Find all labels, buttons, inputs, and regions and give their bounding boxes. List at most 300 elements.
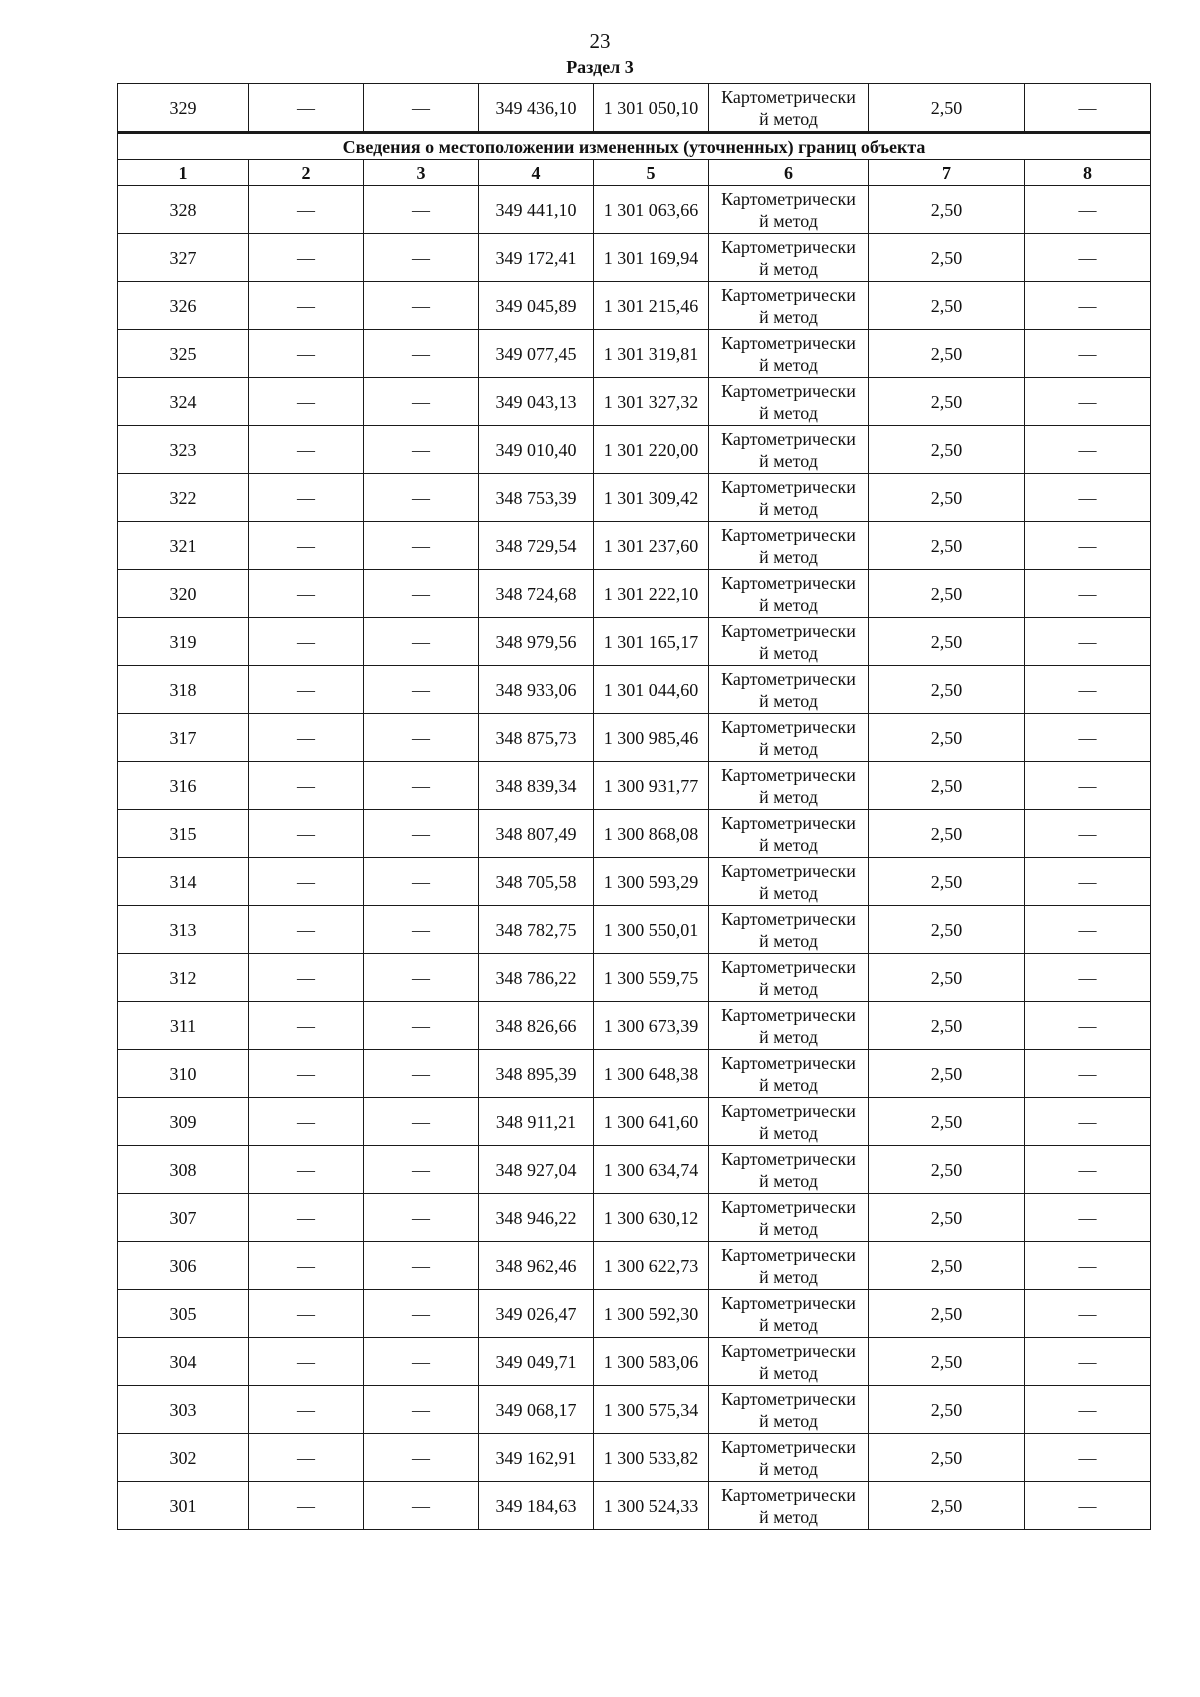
accuracy-cell: 2,50 xyxy=(869,1050,1025,1098)
section-header: Сведения о местоположении измененных (уточненных) границ объекта xyxy=(118,133,1151,160)
accuracy-cell: 2,50 xyxy=(869,1242,1025,1290)
column-8-cell: — xyxy=(1025,1386,1151,1434)
column-3-cell: — xyxy=(364,282,479,330)
accuracy-cell: 2,50 xyxy=(869,426,1025,474)
section-title: Раздел 3 xyxy=(566,57,634,77)
accuracy-cell: 2,50 xyxy=(869,666,1025,714)
y-coordinate-cell: 1 300 622,73 xyxy=(594,1242,709,1290)
method-line-1: Картометрически xyxy=(721,620,856,641)
y-coordinate-cell: 1 300 593,29 xyxy=(594,858,709,906)
column-8-cell: — xyxy=(1025,1482,1151,1530)
method-cell xyxy=(709,330,869,378)
method-line-1: Картометрически xyxy=(721,188,856,209)
y-coordinate-cell: 1 300 592,30 xyxy=(594,1290,709,1338)
table-row xyxy=(118,1338,1151,1386)
point-number-cell: 307 xyxy=(118,1194,249,1242)
point-number-cell: 306 xyxy=(118,1242,249,1290)
method-line-2: й метод xyxy=(759,210,818,231)
method-line-2: й метод xyxy=(759,1074,818,1095)
point-number-cell: 305 xyxy=(118,1290,249,1338)
column-3-cell: — xyxy=(364,522,479,570)
column-8-cell: — xyxy=(1025,426,1151,474)
accuracy-cell: 2,50 xyxy=(869,1434,1025,1482)
method-cell xyxy=(709,1050,869,1098)
table-row xyxy=(118,762,1151,810)
x-coordinate-cell: 349 441,10 xyxy=(479,186,594,234)
column-3-cell: — xyxy=(364,1098,479,1146)
column-8-cell: — xyxy=(1025,954,1151,1002)
method-line-2: й метод xyxy=(759,786,818,807)
point-number-cell: 301 xyxy=(118,1482,249,1530)
method-line-2: й метод xyxy=(759,402,818,423)
table-row xyxy=(118,234,1151,282)
y-coordinate-cell: 1 301 237,60 xyxy=(594,522,709,570)
column-8-cell: — xyxy=(1025,1242,1151,1290)
table-row xyxy=(118,858,1151,906)
y-coordinate-cell: 1 300 985,46 xyxy=(594,714,709,762)
x-coordinate-cell: 348 933,06 xyxy=(479,666,594,714)
column-3-cell: — xyxy=(364,186,479,234)
column-number-2: 2 xyxy=(249,160,364,186)
y-coordinate-cell: 1 301 327,32 xyxy=(594,378,709,426)
point-number-cell: 326 xyxy=(118,282,249,330)
table-row xyxy=(118,1290,1151,1338)
point-number-cell: 304 xyxy=(118,1338,249,1386)
y-coordinate-cell: 1 301 309,42 xyxy=(594,474,709,522)
column-8-cell: — xyxy=(1025,474,1151,522)
method-line-1: Картометрически xyxy=(721,716,856,737)
method-line-1: Картометрически xyxy=(721,1340,856,1361)
accuracy-cell: 2,50 xyxy=(869,1482,1025,1530)
point-number-cell: 302 xyxy=(118,1434,249,1482)
method-cell xyxy=(709,714,869,762)
method-line-2: й метод xyxy=(759,834,818,855)
x-coordinate-cell: 349 172,41 xyxy=(479,234,594,282)
column-8-cell: — xyxy=(1025,234,1151,282)
table-row xyxy=(118,330,1151,378)
x-coordinate-cell: 349 077,45 xyxy=(479,330,594,378)
point-number-cell: 316 xyxy=(118,762,249,810)
x-coordinate-cell: 349 068,17 xyxy=(479,1386,594,1434)
method-cell xyxy=(709,570,869,618)
column-3-cell: — xyxy=(364,906,479,954)
method-line-2: й метод xyxy=(759,108,818,129)
method-line-2: й метод xyxy=(759,978,818,999)
point-number-cell: 314 xyxy=(118,858,249,906)
method-line-2: й метод xyxy=(759,1458,818,1479)
y-coordinate-cell: 1 300 583,06 xyxy=(594,1338,709,1386)
column-2-cell: — xyxy=(249,762,364,810)
x-coordinate-cell: 348 724,68 xyxy=(479,570,594,618)
accuracy-cell: 2,50 xyxy=(869,474,1025,522)
column-number-4: 4 xyxy=(479,160,594,186)
accuracy-cell: 2,50 xyxy=(869,1194,1025,1242)
column-3-cell: — xyxy=(364,426,479,474)
y-coordinate-cell: 1 300 630,12 xyxy=(594,1194,709,1242)
method-cell xyxy=(709,186,869,234)
accuracy-cell: 2,50 xyxy=(869,186,1025,234)
point-number-cell: 317 xyxy=(118,714,249,762)
column-3-cell: — xyxy=(364,762,479,810)
method-line-2: й метод xyxy=(759,498,818,519)
x-coordinate-cell: 349 049,71 xyxy=(479,1338,594,1386)
column-2-cell: — xyxy=(249,474,364,522)
column-8-cell: — xyxy=(1025,666,1151,714)
method-line-1: Картометрически xyxy=(721,1388,856,1409)
y-coordinate-cell: 1 300 524,33 xyxy=(594,1482,709,1530)
point-number-cell: 329 xyxy=(118,84,249,133)
method-line-2: й метод xyxy=(759,1266,818,1287)
method-line-2: й метод xyxy=(759,1170,818,1191)
x-coordinate-cell: 348 979,56 xyxy=(479,618,594,666)
point-number-cell: 312 xyxy=(118,954,249,1002)
column-8-cell: — xyxy=(1025,1002,1151,1050)
column-3-cell: — xyxy=(364,570,479,618)
accuracy-cell: 2,50 xyxy=(869,714,1025,762)
accuracy-cell: 2,50 xyxy=(869,234,1025,282)
method-line-1: Картометрически xyxy=(721,380,856,401)
x-coordinate-cell: 349 045,89 xyxy=(479,282,594,330)
method-cell xyxy=(709,618,869,666)
column-3-cell: — xyxy=(364,1146,479,1194)
method-line-1: Картометрически xyxy=(721,1436,856,1457)
x-coordinate-cell: 348 962,46 xyxy=(479,1242,594,1290)
method-line-2: й метод xyxy=(759,306,818,327)
column-2-cell: — xyxy=(249,234,364,282)
point-number-cell: 321 xyxy=(118,522,249,570)
y-coordinate-cell: 1 301 063,66 xyxy=(594,186,709,234)
column-number-1: 1 xyxy=(118,160,249,186)
column-8-cell: — xyxy=(1025,522,1151,570)
method-line-2: й метод xyxy=(759,930,818,951)
column-8-cell: — xyxy=(1025,378,1151,426)
table-row xyxy=(118,426,1151,474)
method-line-2: й метод xyxy=(759,546,818,567)
point-number-cell: 325 xyxy=(118,330,249,378)
table-row xyxy=(118,378,1151,426)
y-coordinate-cell: 1 301 220,00 xyxy=(594,426,709,474)
method-line-2: й метод xyxy=(759,354,818,375)
column-3-cell: — xyxy=(364,1050,479,1098)
method-line-2: й метод xyxy=(759,258,818,279)
method-cell xyxy=(709,906,869,954)
column-3-cell: — xyxy=(364,1194,479,1242)
table-row xyxy=(118,1386,1151,1434)
x-coordinate-cell: 349 043,13 xyxy=(479,378,594,426)
table-row xyxy=(118,186,1151,234)
table-row xyxy=(118,1482,1151,1530)
column-3-cell: — xyxy=(364,1386,479,1434)
column-3-cell: — xyxy=(364,1290,479,1338)
column-8-cell: — xyxy=(1025,810,1151,858)
method-line-2: й метод xyxy=(759,1026,818,1047)
point-number-cell: 310 xyxy=(118,1050,249,1098)
table-row xyxy=(118,954,1151,1002)
x-coordinate-cell: 349 026,47 xyxy=(479,1290,594,1338)
method-cell xyxy=(709,426,869,474)
method-line-1: Картометрически xyxy=(721,332,856,353)
x-coordinate-cell: 348 911,21 xyxy=(479,1098,594,1146)
table-row xyxy=(118,906,1151,954)
method-line-1: Картометрически xyxy=(721,236,856,257)
column-3-cell: — xyxy=(364,1338,479,1386)
accuracy-cell: 2,50 xyxy=(869,378,1025,426)
column-8-cell: — xyxy=(1025,618,1151,666)
column-3-cell: — xyxy=(364,84,479,133)
column-3-cell: — xyxy=(364,954,479,1002)
column-2-cell: — xyxy=(249,522,364,570)
accuracy-cell: 2,50 xyxy=(869,522,1025,570)
method-line-1: Картометрически xyxy=(721,1148,856,1169)
column-2-cell: — xyxy=(249,810,364,858)
column-2-cell: — xyxy=(249,1434,364,1482)
x-coordinate-cell: 349 436,10 xyxy=(479,84,594,133)
column-8-cell: — xyxy=(1025,906,1151,954)
column-3-cell: — xyxy=(364,858,479,906)
column-8-cell: — xyxy=(1025,282,1151,330)
column-2-cell: — xyxy=(249,1482,364,1530)
column-3-cell: — xyxy=(364,1482,479,1530)
method-cell xyxy=(709,762,869,810)
table-row xyxy=(118,282,1151,330)
column-3-cell: — xyxy=(364,1434,479,1482)
accuracy-cell: 2,50 xyxy=(869,858,1025,906)
point-number-cell: 320 xyxy=(118,570,249,618)
x-coordinate-cell: 349 010,40 xyxy=(479,426,594,474)
x-coordinate-cell: 348 839,34 xyxy=(479,762,594,810)
accuracy-cell: 2,50 xyxy=(869,1386,1025,1434)
method-line-2: й метод xyxy=(759,1506,818,1527)
point-number-cell: 322 xyxy=(118,474,249,522)
accuracy-cell: 2,50 xyxy=(869,330,1025,378)
method-line-1: Картометрически xyxy=(721,956,856,977)
column-8-cell: — xyxy=(1025,570,1151,618)
table-row xyxy=(118,84,1151,133)
y-coordinate-cell: 1 300 559,75 xyxy=(594,954,709,1002)
x-coordinate-cell: 349 162,91 xyxy=(479,1434,594,1482)
method-line-1: Картометрически xyxy=(721,1004,856,1025)
column-8-cell: — xyxy=(1025,1146,1151,1194)
point-number-cell: 315 xyxy=(118,810,249,858)
section-header-row xyxy=(118,133,1151,160)
y-coordinate-cell: 1 301 169,94 xyxy=(594,234,709,282)
column-3-cell: — xyxy=(364,234,479,282)
y-coordinate-cell: 1 300 550,01 xyxy=(594,906,709,954)
table-row xyxy=(118,666,1151,714)
method-cell xyxy=(709,378,869,426)
table-row xyxy=(118,714,1151,762)
accuracy-cell: 2,50 xyxy=(869,906,1025,954)
x-coordinate-cell: 348 782,75 xyxy=(479,906,594,954)
y-coordinate-cell: 1 301 222,10 xyxy=(594,570,709,618)
y-coordinate-cell: 1 300 868,08 xyxy=(594,810,709,858)
column-8-cell: — xyxy=(1025,858,1151,906)
coordinates-table xyxy=(117,83,1151,1530)
accuracy-cell: 2,50 xyxy=(869,282,1025,330)
method-cell xyxy=(709,474,869,522)
column-2-cell: — xyxy=(249,1242,364,1290)
column-8-cell: — xyxy=(1025,1290,1151,1338)
point-number-cell: 311 xyxy=(118,1002,249,1050)
table-row xyxy=(118,474,1151,522)
column-number-3: 3 xyxy=(364,160,479,186)
column-2-cell: — xyxy=(249,1146,364,1194)
column-number-8: 8 xyxy=(1025,160,1151,186)
table-row xyxy=(118,1050,1151,1098)
point-number-cell: 308 xyxy=(118,1146,249,1194)
method-line-1: Картометрически xyxy=(721,572,856,593)
column-2-cell: — xyxy=(249,570,364,618)
method-cell xyxy=(709,810,869,858)
x-coordinate-cell: 348 946,22 xyxy=(479,1194,594,1242)
accuracy-cell: 2,50 xyxy=(869,810,1025,858)
method-cell xyxy=(709,1386,869,1434)
method-line-2: й метод xyxy=(759,1122,818,1143)
method-cell xyxy=(709,1098,869,1146)
column-8-cell: — xyxy=(1025,84,1151,133)
table-row xyxy=(118,522,1151,570)
column-2-cell: — xyxy=(249,1386,364,1434)
x-coordinate-cell: 348 753,39 xyxy=(479,474,594,522)
accuracy-cell: 2,50 xyxy=(869,1098,1025,1146)
column-2-cell: — xyxy=(249,84,364,133)
point-number-cell: 318 xyxy=(118,666,249,714)
x-coordinate-cell: 348 826,66 xyxy=(479,1002,594,1050)
column-number-6: 6 xyxy=(709,160,869,186)
column-2-cell: — xyxy=(249,1338,364,1386)
y-coordinate-cell: 1 300 634,74 xyxy=(594,1146,709,1194)
point-number-cell: 313 xyxy=(118,906,249,954)
point-number-cell: 328 xyxy=(118,186,249,234)
column-2-cell: — xyxy=(249,378,364,426)
column-3-cell: — xyxy=(364,474,479,522)
x-coordinate-cell: 348 705,58 xyxy=(479,858,594,906)
method-line-1: Картометрически xyxy=(721,1292,856,1313)
method-line-2: й метод xyxy=(759,642,818,663)
method-line-1: Картометрически xyxy=(721,812,856,833)
column-2-cell: — xyxy=(249,1002,364,1050)
method-line-1: Картометрически xyxy=(721,1100,856,1121)
column-2-cell: — xyxy=(249,906,364,954)
column-8-cell: — xyxy=(1025,186,1151,234)
column-8-cell: — xyxy=(1025,1434,1151,1482)
y-coordinate-cell: 1 300 673,39 xyxy=(594,1002,709,1050)
table-row xyxy=(118,1194,1151,1242)
method-cell xyxy=(709,954,869,1002)
method-line-1: Картометрически xyxy=(721,524,856,545)
column-number-5: 5 xyxy=(594,160,709,186)
method-line-1: Картометрически xyxy=(721,476,856,497)
method-line-1: Картометрически xyxy=(721,908,856,929)
column-2-cell: — xyxy=(249,714,364,762)
table-row xyxy=(118,1434,1151,1482)
y-coordinate-cell: 1 300 533,82 xyxy=(594,1434,709,1482)
table-row xyxy=(118,570,1151,618)
method-cell xyxy=(709,522,869,570)
method-line-1: Картометрически xyxy=(721,668,856,689)
column-3-cell: — xyxy=(364,1242,479,1290)
column-8-cell: — xyxy=(1025,1194,1151,1242)
column-8-cell: — xyxy=(1025,1098,1151,1146)
method-line-1: Картометрически xyxy=(721,764,856,785)
y-coordinate-cell: 1 300 648,38 xyxy=(594,1050,709,1098)
column-2-cell: — xyxy=(249,186,364,234)
y-coordinate-cell: 1 301 165,17 xyxy=(594,618,709,666)
column-2-cell: — xyxy=(249,426,364,474)
method-cell xyxy=(709,84,869,133)
x-coordinate-cell: 348 786,22 xyxy=(479,954,594,1002)
method-line-2: й метод xyxy=(759,1218,818,1239)
accuracy-cell: 2,50 xyxy=(869,1146,1025,1194)
column-3-cell: — xyxy=(364,1002,479,1050)
table-row xyxy=(118,1098,1151,1146)
method-cell xyxy=(709,1242,869,1290)
method-cell xyxy=(709,1290,869,1338)
method-line-2: й метод xyxy=(759,882,818,903)
method-cell xyxy=(709,234,869,282)
method-cell xyxy=(709,1146,869,1194)
accuracy-cell: 2,50 xyxy=(869,954,1025,1002)
method-line-2: й метод xyxy=(759,1362,818,1383)
column-3-cell: — xyxy=(364,330,479,378)
y-coordinate-cell: 1 301 050,10 xyxy=(594,84,709,133)
x-coordinate-cell: 348 729,54 xyxy=(479,522,594,570)
method-cell xyxy=(709,1434,869,1482)
y-coordinate-cell: 1 300 931,77 xyxy=(594,762,709,810)
method-cell xyxy=(709,1002,869,1050)
point-number-cell: 303 xyxy=(118,1386,249,1434)
column-2-cell: — xyxy=(249,954,364,1002)
method-line-2: й метод xyxy=(759,1314,818,1335)
method-line-1: Картометрически xyxy=(721,428,856,449)
column-8-cell: — xyxy=(1025,1050,1151,1098)
point-number-cell: 319 xyxy=(118,618,249,666)
y-coordinate-cell: 1 300 641,60 xyxy=(594,1098,709,1146)
y-coordinate-cell: 1 301 319,81 xyxy=(594,330,709,378)
column-2-cell: — xyxy=(249,666,364,714)
method-line-1: Картометрически xyxy=(721,1244,856,1265)
column-2-cell: — xyxy=(249,1290,364,1338)
accuracy-cell: 2,50 xyxy=(869,618,1025,666)
column-2-cell: — xyxy=(249,1098,364,1146)
table-row xyxy=(118,1146,1151,1194)
column-8-cell: — xyxy=(1025,1338,1151,1386)
table-row xyxy=(118,618,1151,666)
method-line-2: й метод xyxy=(759,450,818,471)
accuracy-cell: 2,50 xyxy=(869,1290,1025,1338)
method-line-2: й метод xyxy=(759,1410,818,1431)
method-cell xyxy=(709,1338,869,1386)
point-number-cell: 323 xyxy=(118,426,249,474)
column-3-cell: — xyxy=(364,378,479,426)
point-number-cell: 327 xyxy=(118,234,249,282)
method-line-1: Картометрически xyxy=(721,860,856,881)
method-line-1: Картометрически xyxy=(721,1484,856,1505)
method-cell xyxy=(709,1194,869,1242)
x-coordinate-cell: 348 807,49 xyxy=(479,810,594,858)
method-line-1: Картометрически xyxy=(721,86,856,107)
accuracy-cell: 2,50 xyxy=(869,570,1025,618)
column-3-cell: — xyxy=(364,666,479,714)
accuracy-cell: 2,50 xyxy=(869,762,1025,810)
method-line-2: й метод xyxy=(759,594,818,615)
column-numbers-row xyxy=(118,160,1151,186)
column-3-cell: — xyxy=(364,618,479,666)
column-2-cell: — xyxy=(249,330,364,378)
method-cell xyxy=(709,282,869,330)
column-2-cell: — xyxy=(249,282,364,330)
column-3-cell: — xyxy=(364,714,479,762)
